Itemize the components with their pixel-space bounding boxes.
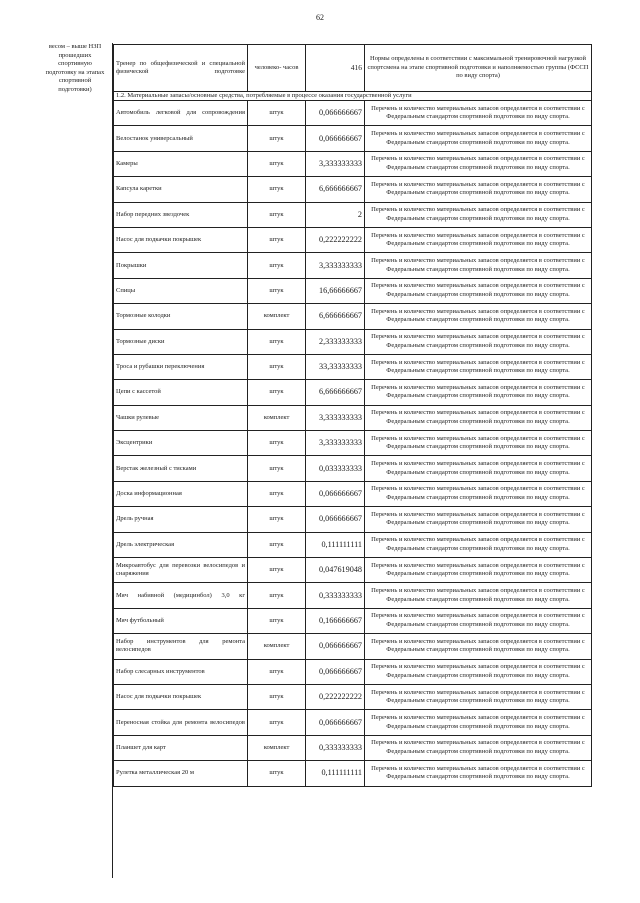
value-cell: 3,333333333 <box>306 253 365 278</box>
table-row <box>114 304 592 329</box>
table-row <box>114 177 592 202</box>
previous-row-continuation <box>38 43 113 878</box>
value-cell: 0,111111111 <box>306 532 365 557</box>
value-cell: 0,333333333 <box>306 735 365 760</box>
note-cell: Перечень и количество материальных запасов определяется в соответствии с Федеральным стандартом спортивной подготовки по виду спорта. <box>365 278 592 303</box>
resource-name-cell: Доска информационная <box>114 481 248 506</box>
unit-cell: штук <box>248 659 306 684</box>
note-cell: Перечень и количество материальных запасов определяется в соответствии с Федеральным стандартом спортивной подготовки по виду спорта. <box>365 253 592 278</box>
header-row <box>114 45 592 92</box>
left-column-line: подготовку на этапах <box>45 68 105 76</box>
table-row <box>114 558 592 583</box>
resource-name-cell: Троса и рубашки переключения <box>114 354 248 379</box>
left-column-line: подготовки) <box>58 85 92 93</box>
table-row <box>114 761 592 786</box>
unit-cell: штук <box>248 151 306 176</box>
resource-name-cell: Покрышки <box>114 253 248 278</box>
resource-name-cell: Тормозные колодки <box>114 304 248 329</box>
table-row <box>114 608 592 633</box>
unit-cell: штук <box>248 456 306 481</box>
value-cell: 0,066666667 <box>306 481 365 506</box>
left-column-line: спортивную <box>58 60 92 68</box>
left-column-line: весом – выше НЗП <box>48 43 102 50</box>
note-cell: Перечень и количество материальных запасов определяется в соответствии с Федеральным стандартом спортивной подготовки по виду спорта. <box>365 481 592 506</box>
resource-name-cell: Набор передних звездочек <box>114 202 248 227</box>
unit-cell: штук <box>248 558 306 583</box>
note-cell: Перечень и количество материальных запасов определяется в соответствии с Федеральным стандартом спортивной подготовки по виду спорта. <box>365 151 592 176</box>
value-cell: 0,333333333 <box>306 583 365 608</box>
value-cell: 0,033333333 <box>306 456 365 481</box>
unit-cell: штук <box>248 380 306 405</box>
resource-name-cell: Дрель ручная <box>114 507 248 532</box>
table-row <box>114 634 592 659</box>
value-cell: 0,066666667 <box>306 101 365 126</box>
note-cell: Перечень и количество материальных запасов определяется в соответствии с Федеральным стандартом спортивной подготовки по виду спорта. <box>365 583 592 608</box>
unit-cell: штук <box>248 583 306 608</box>
value-cell: 0,166666667 <box>306 608 365 633</box>
value-cell: 3,333333333 <box>306 431 365 456</box>
unit-cell: человеко- часов <box>248 45 306 92</box>
page-number: 62 <box>316 13 324 22</box>
value-cell: 16,66666667 <box>306 278 365 303</box>
table-row <box>114 710 592 735</box>
resource-name-cell: Камеры <box>114 151 248 176</box>
note-cell: Перечень и количество материальных запасов определяется в соответствии с Федеральным стандартом спортивной подготовки по виду спорта. <box>365 380 592 405</box>
unit-cell: штук <box>248 507 306 532</box>
note-cell: Перечень и количество материальных запасов определяется в соответствии с Федеральным стандартом спортивной подготовки по виду спорта. <box>365 202 592 227</box>
resource-name-cell: Верстак железный с тисками <box>114 456 248 481</box>
unit-cell: штук <box>248 253 306 278</box>
resource-name-cell: Капсула каретки <box>114 177 248 202</box>
unit-cell: штук <box>248 354 306 379</box>
table-row <box>114 151 592 176</box>
value-cell: 6,666666667 <box>306 177 365 202</box>
unit-cell: комплект <box>248 405 306 430</box>
table-row <box>114 329 592 354</box>
unit-cell: комплект <box>248 634 306 659</box>
note-cell: Перечень и количество материальных запасов определяется в соответствии с Федеральным стандартом спортивной подготовки по виду спорта. <box>365 684 592 709</box>
unit-cell: штук <box>248 101 306 126</box>
value-cell: 416 <box>306 45 365 92</box>
note-cell: Перечень и количество материальных запасов определяется в соответствии с Федеральным стандартом спортивной подготовки по виду спорта. <box>365 507 592 532</box>
resource-name-cell: Тренер по общефизической и специальной физической подготовке <box>114 45 248 92</box>
left-column-line: прошедших <box>58 51 92 59</box>
table-row <box>114 354 592 379</box>
value-cell: 0,066666667 <box>306 659 365 684</box>
unit-cell: штук <box>248 608 306 633</box>
unit-cell: комплект <box>248 304 306 329</box>
resource-name-cell: Тормозные диски <box>114 329 248 354</box>
unit-cell: штук <box>248 431 306 456</box>
value-cell: 0,066666667 <box>306 126 365 151</box>
table-row <box>114 405 592 430</box>
value-cell: 3,333333333 <box>306 405 365 430</box>
unit-cell: штук <box>248 177 306 202</box>
table-row <box>114 431 592 456</box>
resource-name-cell: Велостанок универсальный <box>114 126 248 151</box>
note-cell: Перечень и количество материальных запасов определяется в соответствии с Федеральным стандартом спортивной подготовки по виду спорта. <box>365 329 592 354</box>
note-cell: Нормы определены в соответствии с максимальной тренировочной нагрузкой спортсмена на этапе спортивной подготовки и наполняемостью группы (ФССП по виду спорта) <box>365 45 592 92</box>
resource-name-cell: Набор слесарных инструментов <box>114 659 248 684</box>
norms-table <box>113 44 592 787</box>
value-cell: 2,333333333 <box>306 329 365 354</box>
value-cell: 0,066666667 <box>306 507 365 532</box>
note-cell: Перечень и количество материальных запасов определяется в соответствии с Федеральным стандартом спортивной подготовки по виду спорта. <box>365 532 592 557</box>
table-row <box>114 583 592 608</box>
note-cell: Перечень и количество материальных запасов определяется в соответствии с Федеральным стандартом спортивной подготовки по виду спорта. <box>365 608 592 633</box>
value-cell: 0,111111111 <box>306 761 365 786</box>
unit-cell: штук <box>248 227 306 252</box>
left-column-line: спортивной <box>58 77 92 85</box>
note-cell: Перечень и количество материальных запасов определяется в соответствии с Федеральным стандартом спортивной подготовки по виду спорта. <box>365 405 592 430</box>
value-cell: 0,222222222 <box>306 684 365 709</box>
value-cell: 0,066666667 <box>306 710 365 735</box>
unit-cell: штук <box>248 202 306 227</box>
table-row <box>114 278 592 303</box>
unit-cell: штук <box>248 532 306 557</box>
value-cell: 0,047619048 <box>306 558 365 583</box>
table-row <box>114 659 592 684</box>
resource-name-cell: Чашки рулевые <box>114 405 248 430</box>
resource-name-cell: Цепи с кассетой <box>114 380 248 405</box>
resource-name-cell: Набор инструментов для ремонта велосипедов <box>114 634 248 659</box>
unit-cell: штук <box>248 329 306 354</box>
note-cell: Перечень и количество материальных запасов определяется в соответствии с Федеральным стандартом спортивной подготовки по виду спорта. <box>365 634 592 659</box>
table-row <box>114 202 592 227</box>
resource-name-cell: Насос для подкачки покрышек <box>114 227 248 252</box>
resource-name-cell: Дрель электрическая <box>114 532 248 557</box>
resource-name-cell: Переносная стойка для ремонта велосипедов <box>114 710 248 735</box>
resource-name-cell: Рулетка металлическая 20 м <box>114 761 248 786</box>
table-row <box>114 684 592 709</box>
note-cell: Перечень и количество материальных запасов определяется в соответствии с Федеральным стандартом спортивной подготовки по виду спорта. <box>365 304 592 329</box>
unit-cell: штук <box>248 710 306 735</box>
section-title: 1.2. Материальные запасы/основные средства, потребляемые в процессе оказания государственной услуги <box>114 92 592 101</box>
resource-name-cell: Насос для подкачки покрышек <box>114 684 248 709</box>
table-row <box>114 481 592 506</box>
table-row <box>114 456 592 481</box>
table-row <box>114 507 592 532</box>
unit-cell: штук <box>248 684 306 709</box>
table-row <box>114 227 592 252</box>
note-cell: Перечень и количество материальных запасов определяется в соответствии с Федеральным стандартом спортивной подготовки по виду спорта. <box>365 735 592 760</box>
unit-cell: штук <box>248 126 306 151</box>
resource-name-cell: Автомобиль легковой для сопровождения <box>114 101 248 126</box>
value-cell: 3,333333333 <box>306 151 365 176</box>
value-cell: 0,066666667 <box>306 634 365 659</box>
table-row <box>114 735 592 760</box>
note-cell: Перечень и количество материальных запасов определяется в соответствии с Федеральным стандартом спортивной подготовки по виду спорта. <box>365 558 592 583</box>
note-cell: Перечень и количество материальных запасов определяется в соответствии с Федеральным стандартом спортивной подготовки по виду спорта. <box>365 710 592 735</box>
value-cell: 33,33333333 <box>306 354 365 379</box>
resource-name-cell: Микроавтобус для перевозки велосипедов и снаряжения <box>114 558 248 583</box>
value-cell: 0,222222222 <box>306 227 365 252</box>
table-row <box>114 101 592 126</box>
note-cell: Перечень и количество материальных запасов определяется в соответствии с Федеральным стандартом спортивной подготовки по виду спорта. <box>365 177 592 202</box>
resource-name-cell: Мяч набивной (медицинбол) 3,0 кг <box>114 583 248 608</box>
note-cell: Перечень и количество материальных запасов определяется в соответствии с Федеральным стандартом спортивной подготовки по виду спорта. <box>365 126 592 151</box>
table-row <box>114 253 592 278</box>
unit-cell: штук <box>248 278 306 303</box>
unit-cell: штук <box>248 481 306 506</box>
table-row <box>114 380 592 405</box>
resource-name-cell: Планшет для карт <box>114 735 248 760</box>
resource-name-cell: Мяч футбольный <box>114 608 248 633</box>
unit-cell: штук <box>248 761 306 786</box>
note-cell: Перечень и количество материальных запасов определяется в соответствии с Федеральным стандартом спортивной подготовки по виду спорта. <box>365 456 592 481</box>
note-cell: Перечень и количество материальных запасов определяется в соответствии с Федеральным стандартом спортивной подготовки по виду спорта. <box>365 354 592 379</box>
note-cell: Перечень и количество материальных запасов определяется в соответствии с Федеральным стандартом спортивной подготовки по виду спорта. <box>365 227 592 252</box>
value-cell: 2 <box>306 202 365 227</box>
unit-cell: комплект <box>248 735 306 760</box>
table-row <box>114 532 592 557</box>
note-cell: Перечень и количество материальных запасов определяется в соответствии с Федеральным стандартом спортивной подготовки по виду спорта. <box>365 659 592 684</box>
table-row <box>114 126 592 151</box>
resource-name-cell: Спицы <box>114 278 248 303</box>
note-cell: Перечень и количество материальных запасов определяется в соответствии с Федеральным стандартом спортивной подготовки по виду спорта. <box>365 761 592 786</box>
value-cell: 6,666666667 <box>306 380 365 405</box>
note-cell: Перечень и количество материальных запасов определяется в соответствии с Федеральным стандартом спортивной подготовки по виду спорта. <box>365 101 592 126</box>
section-row <box>114 92 592 101</box>
note-cell: Перечень и количество материальных запасов определяется в соответствии с Федеральным стандартом спортивной подготовки по виду спорта. <box>365 431 592 456</box>
value-cell: 6,666666667 <box>306 304 365 329</box>
resource-name-cell: Эксцентрики <box>114 431 248 456</box>
